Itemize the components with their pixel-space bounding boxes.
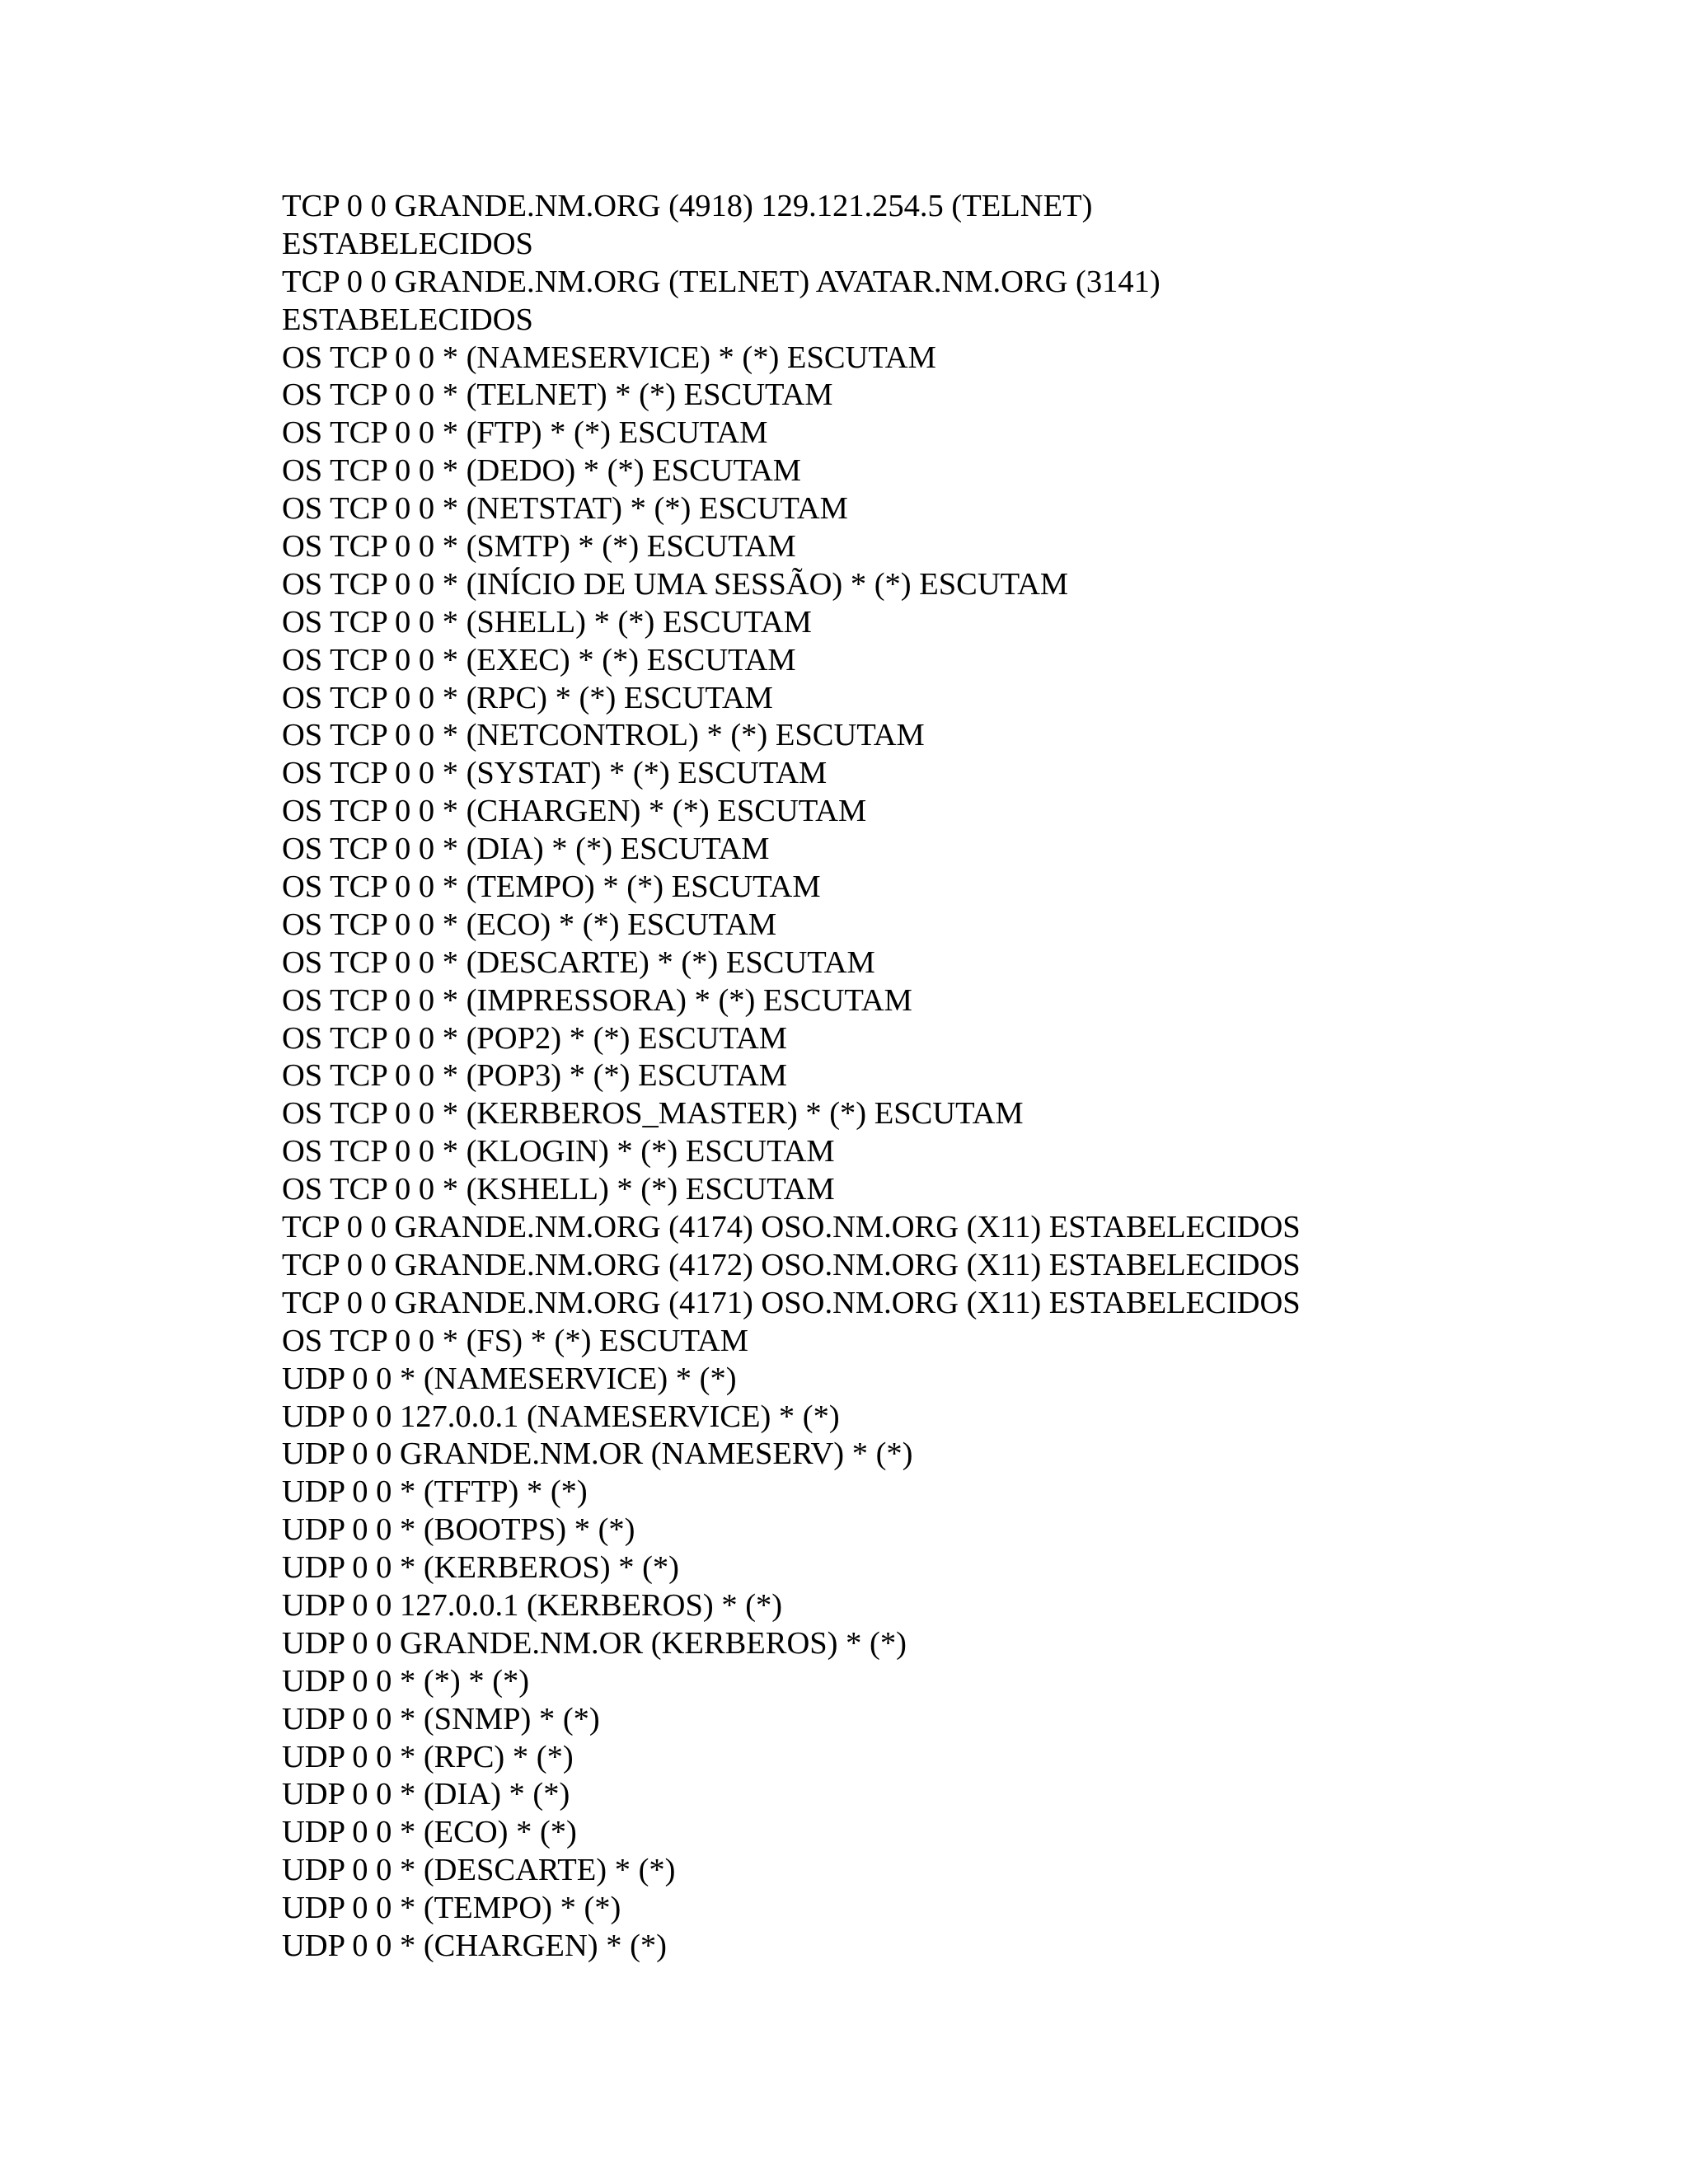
text-line: UDP 0 0 * (*) * (*) [282,1663,530,1699]
text-line: OS TCP 0 0 * (NETCONTROL) * (*) ESCUTAM [282,718,925,753]
text-line: UDP 0 0 GRANDE.NM.OR (KERBEROS) * (*) [282,1625,907,1661]
text-line: OS TCP 0 0 * (KLOGIN) * (*) ESCUTAM [282,1134,835,1169]
netstat-listing [282,188,1634,1966]
text-line: UDP 0 0 * (TFTP) * (*) [282,1474,588,1510]
text-line: ESTABELECIDOS [282,226,533,261]
text-line: UDP 0 0 * (BOOTPS) * (*) [282,1512,635,1548]
text-line: TCP 0 0 GRANDE.NM.ORG (TELNET) AVATAR.NM.ORG (3141) [282,264,1160,299]
text-line: OS TCP 0 0 * (EXEC) * (*) ESCUTAM [282,642,796,677]
text-line: UDP 0 0 127.0.0.1 (KERBEROS) * (*) [282,1587,783,1623]
text-line: OS TCP 0 0 * (DEDO) * (*) ESCUTAM [282,453,802,489]
text-line: OS TCP 0 0 * (KERBEROS_MASTER) * (*) ESCUTAM [282,1096,1024,1132]
text-line: UDP 0 0 * (SNMP) * (*) [282,1701,600,1736]
text-line: UDP 0 0 * (RPC) * (*) [282,1739,574,1774]
text-line: OS TCP 0 0 * (ECO) * (*) ESCUTAM [282,907,777,942]
text-line: OS TCP 0 0 * (NAMESERVICE) * (*) ESCUTAM [282,340,936,375]
text-line: OS TCP 0 0 * (DIA) * (*) ESCUTAM [282,832,770,867]
text-line: UDP 0 0 * (KERBEROS) * (*) [282,1550,679,1586]
text-line: UDP 0 0 * (NAMESERVICE) * (*) [282,1361,737,1396]
text-line: UDP 0 0 * (DESCARTE) * (*) [282,1853,676,1888]
text-line: OS TCP 0 0 * (DESCARTE) * (*) ESCUTAM [282,944,875,980]
text-line: OS TCP 0 0 * (FTP) * (*) ESCUTAM [282,415,768,451]
text-line: TCP 0 0 GRANDE.NM.ORG (4172) OSO.NM.ORG (X11) ESTABELECIDOS [282,1247,1301,1282]
text-line: UDP 0 0 * (ECO) * (*) [282,1815,577,1850]
text-line: OS TCP 0 0 * (SMTP) * (*) ESCUTAM [282,529,796,565]
text-line: OS TCP 0 0 * (POP2) * (*) ESCUTAM [282,1020,787,1056]
text-line: TCP 0 0 GRANDE.NM.ORG (4171) OSO.NM.ORG (X11) ESTABELECIDOS [282,1285,1301,1320]
text-line: OS TCP 0 0 * (SYSTAT) * (*) ESCUTAM [282,756,828,791]
text-line: OS TCP 0 0 * (FS) * (*) ESCUTAM [282,1323,748,1358]
text-line: OS TCP 0 0 * (TEMPO) * (*) ESCUTAM [282,869,821,905]
text-line: OS TCP 0 0 * (NETSTAT) * (*) ESCUTAM [282,491,848,527]
text-line: UDP 0 0 * (CHARGEN) * (*) [282,1928,667,1963]
text-line: TCP 0 0 GRANDE.NM.ORG (4174) OSO.NM.ORG (X11) ESTABELECIDOS [282,1210,1301,1245]
text-line: OS TCP 0 0 * (KSHELL) * (*) ESCUTAM [282,1172,835,1207]
text-line: OS TCP 0 0 * (RPC) * (*) ESCUTAM [282,680,773,715]
text-line: OS TCP 0 0 * (CHARGEN) * (*) ESCUTAM [282,794,867,829]
text-line: OS TCP 0 0 * (INÍCIO DE UMA SESSÃO) * (*) ESCUTAM [282,566,1069,602]
text-line: ESTABELECIDOS [282,302,533,337]
text-line: OS TCP 0 0 * (IMPRESSORA) * (*) ESCUTAM [282,982,912,1018]
text-line: UDP 0 0 * (TEMPO) * (*) [282,1891,621,1926]
text-line: TCP 0 0 GRANDE.NM.ORG (4918) 129.121.254.5 (TELNET) [282,189,1093,223]
text-line: UDP 0 0 * (DIA) * (*) [282,1777,570,1812]
text-line: OS TCP 0 0 * (SHELL) * (*) ESCUTAM [282,604,812,640]
text-line: OS TCP 0 0 * (TELNET) * (*) ESCUTAM [282,377,833,413]
text-line: OS TCP 0 0 * (POP3) * (*) ESCUTAM [282,1058,787,1094]
text-line: UDP 0 0 127.0.0.1 (NAMESERVICE) * (*) [282,1399,840,1434]
text-line: UDP 0 0 GRANDE.NM.OR (NAMESERV) * (*) [282,1436,913,1472]
